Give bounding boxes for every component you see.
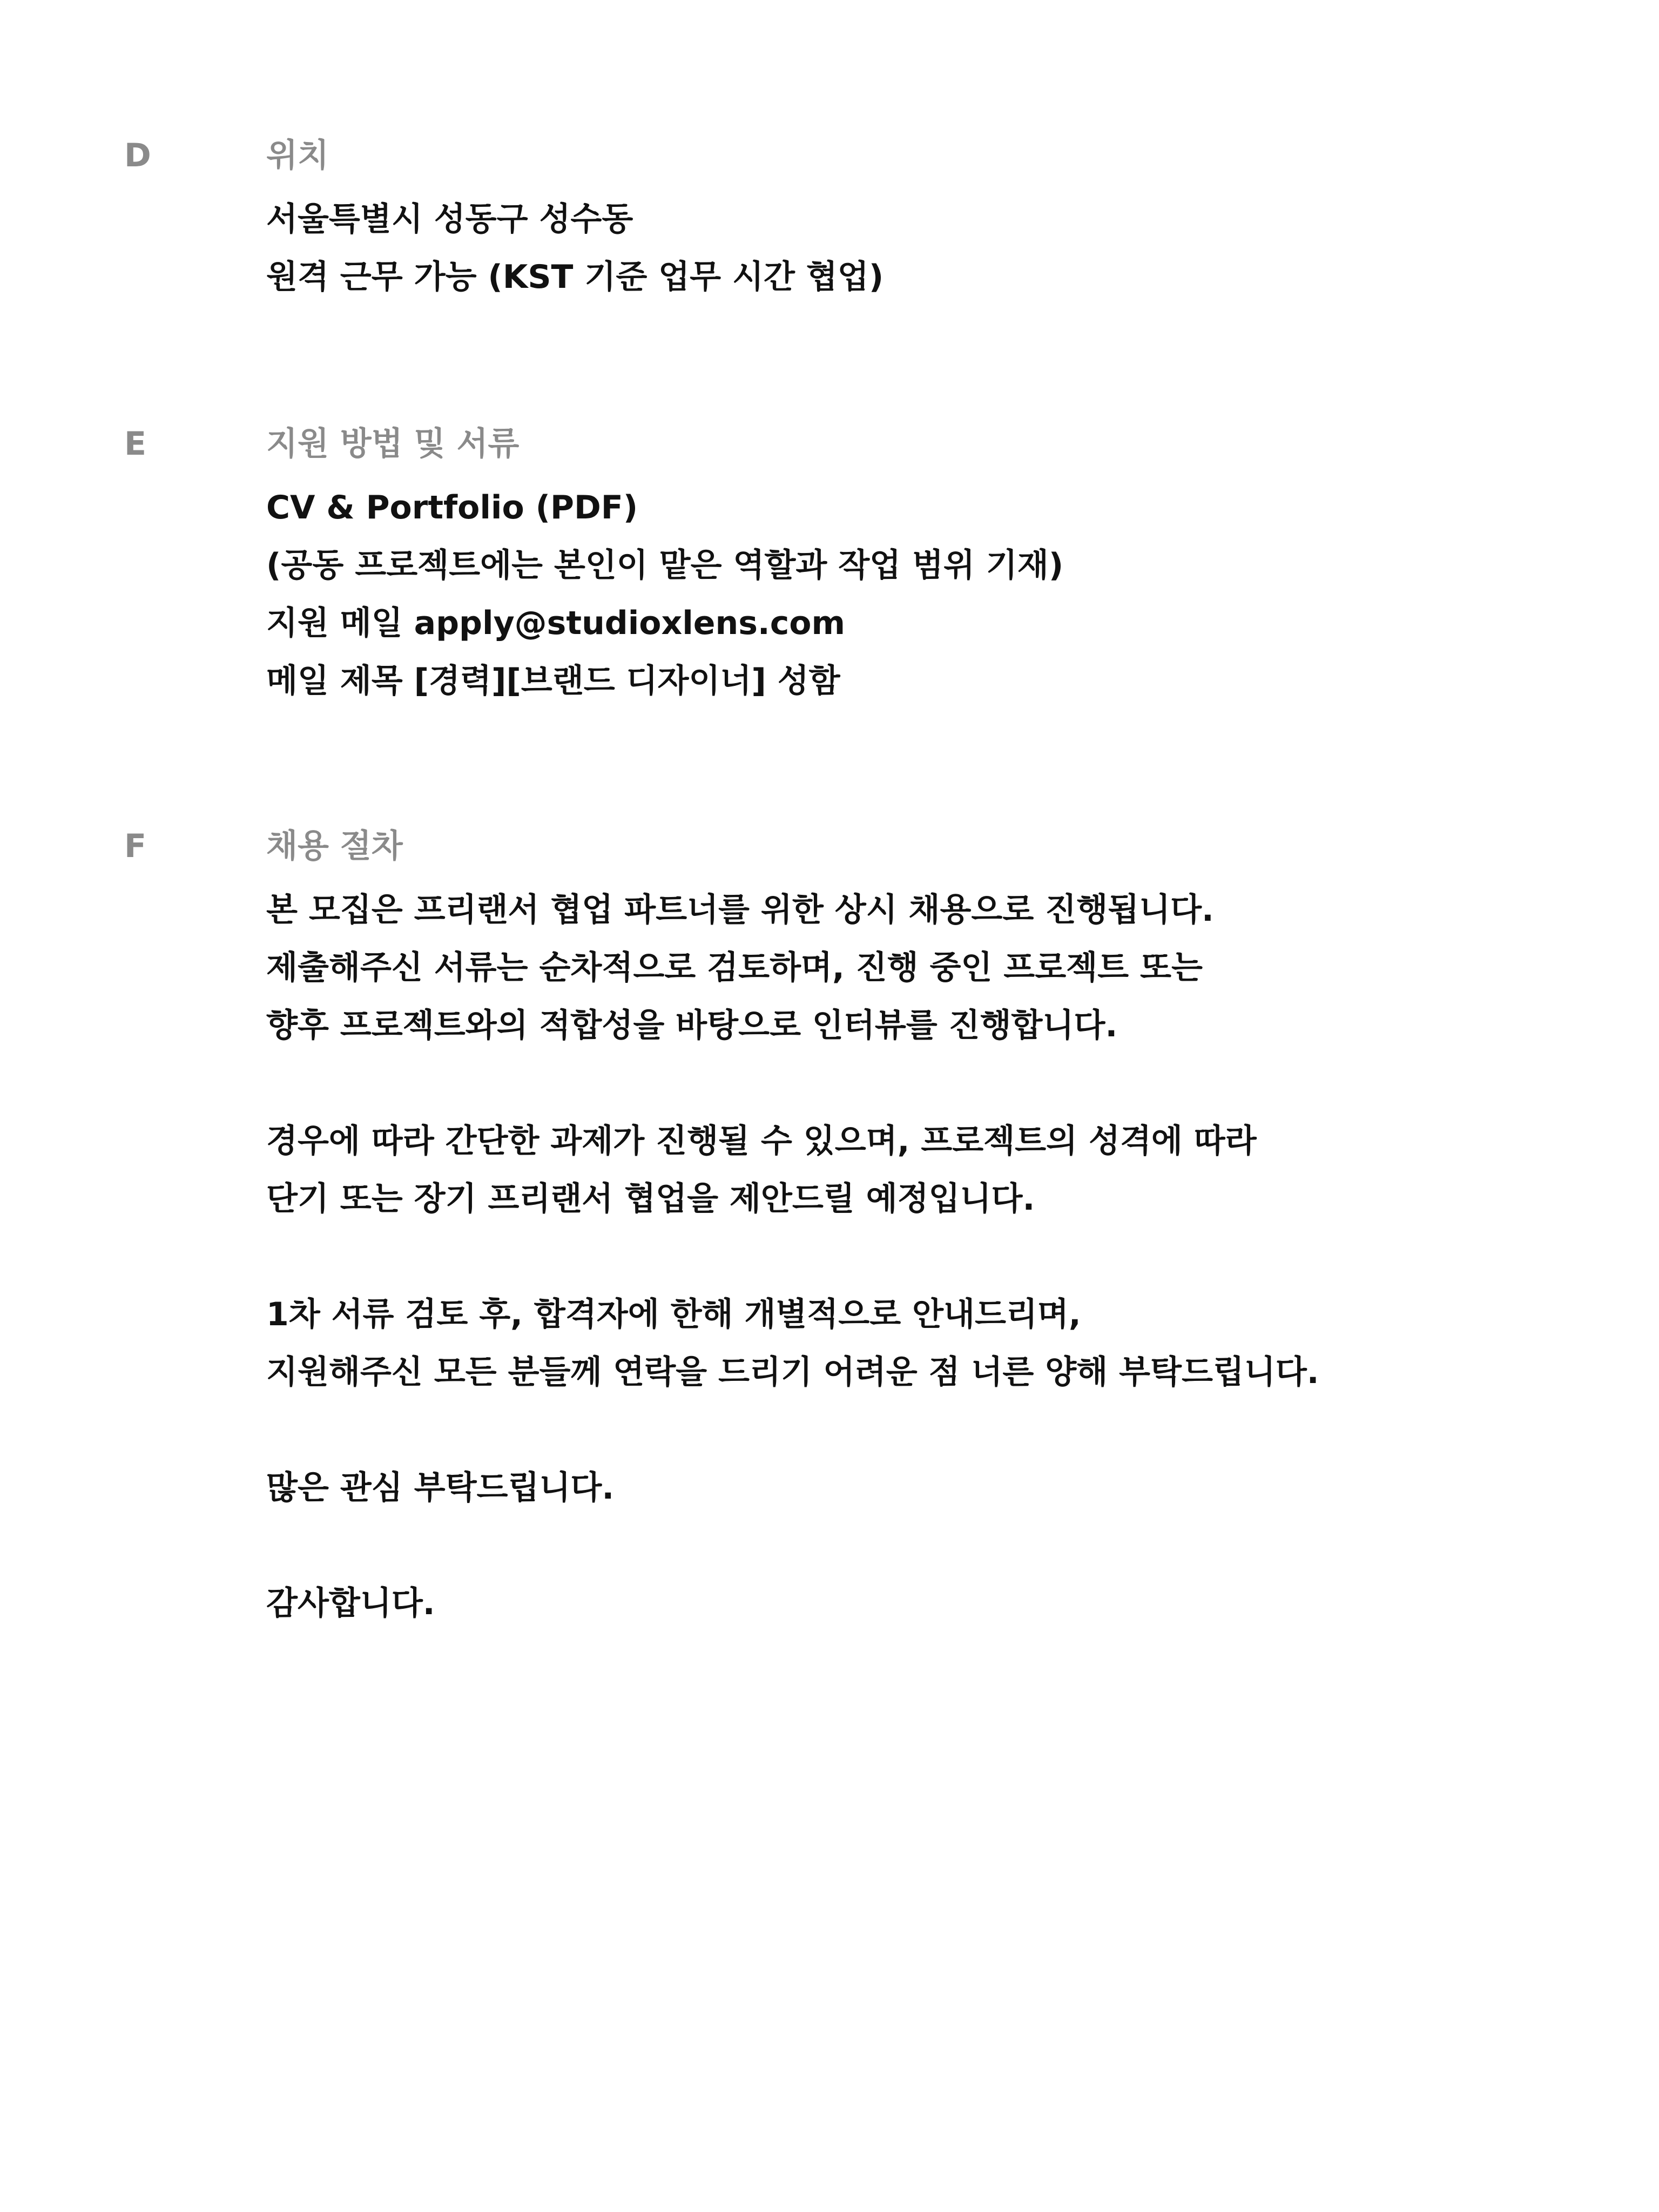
body-line: 많은 관심 부탁드립니다.	[266, 1469, 615, 1507]
section-body	[266, 191, 884, 306]
blank-line	[266, 1228, 1319, 1286]
body-line: 제출해주신 서류는 순차적으로 검토하며, 진행 중인 프로젝트 또는	[266, 949, 1203, 987]
body-line: 단기 또는 장기 프리랜서 협업을 제안드릴 예정입니다.	[266, 1180, 1035, 1218]
body-line: (공동 프로젝트에는 본인이 맡은 역할과 작업 범위 기재)	[266, 547, 1064, 584]
body-line: 메일 제목 [경력][브랜드 디자이너] 성함	[266, 662, 840, 700]
blank-line	[266, 1401, 1319, 1459]
section-letter: E	[124, 425, 146, 463]
section-body	[266, 881, 1319, 1633]
blank-line	[266, 1055, 1319, 1112]
body-line: 경우에 따라 간단한 과제가 진행될 수 있으며, 프로젝트의 성격에 따라	[266, 1122, 1257, 1160]
blank-line	[266, 1517, 1319, 1575]
section-letter: D	[124, 137, 151, 174]
application-email-line: 지원 메일 apply@studioxlens.com	[266, 604, 846, 642]
body-line: 지원해주신 모든 분들께 연락을 드리기 어려운 점 너른 양해 부탁드립니다.	[266, 1353, 1319, 1391]
body-line: 서울특별시 성동구 성수동	[266, 200, 633, 238]
closing-line: 감사합니다.	[266, 1584, 435, 1622]
body-line: 본 모집은 프리랜서 협업 파트너를 위한 상시 채용으로 진행됩니다.	[266, 891, 1214, 929]
body-line: CV & Portfolio (PDF)	[266, 489, 638, 527]
section-letter: F	[124, 827, 146, 865]
body-line: 향후 프로젝트와의 적합성을 바탕으로 인터뷰를 진행합니다.	[266, 1007, 1118, 1044]
section-heading: 채용 절차	[266, 827, 403, 865]
section-heading: 지원 방법 및 서류	[266, 425, 520, 463]
body-line: 원격 근무 가능 (KST 기준 업무 시간 협업)	[266, 258, 884, 296]
section-body	[266, 479, 1063, 710]
body-line: 1차 서류 검토 후, 합격자에 한해 개별적으로 안내드리며,	[266, 1296, 1081, 1333]
section-heading: 위치	[266, 137, 329, 174]
